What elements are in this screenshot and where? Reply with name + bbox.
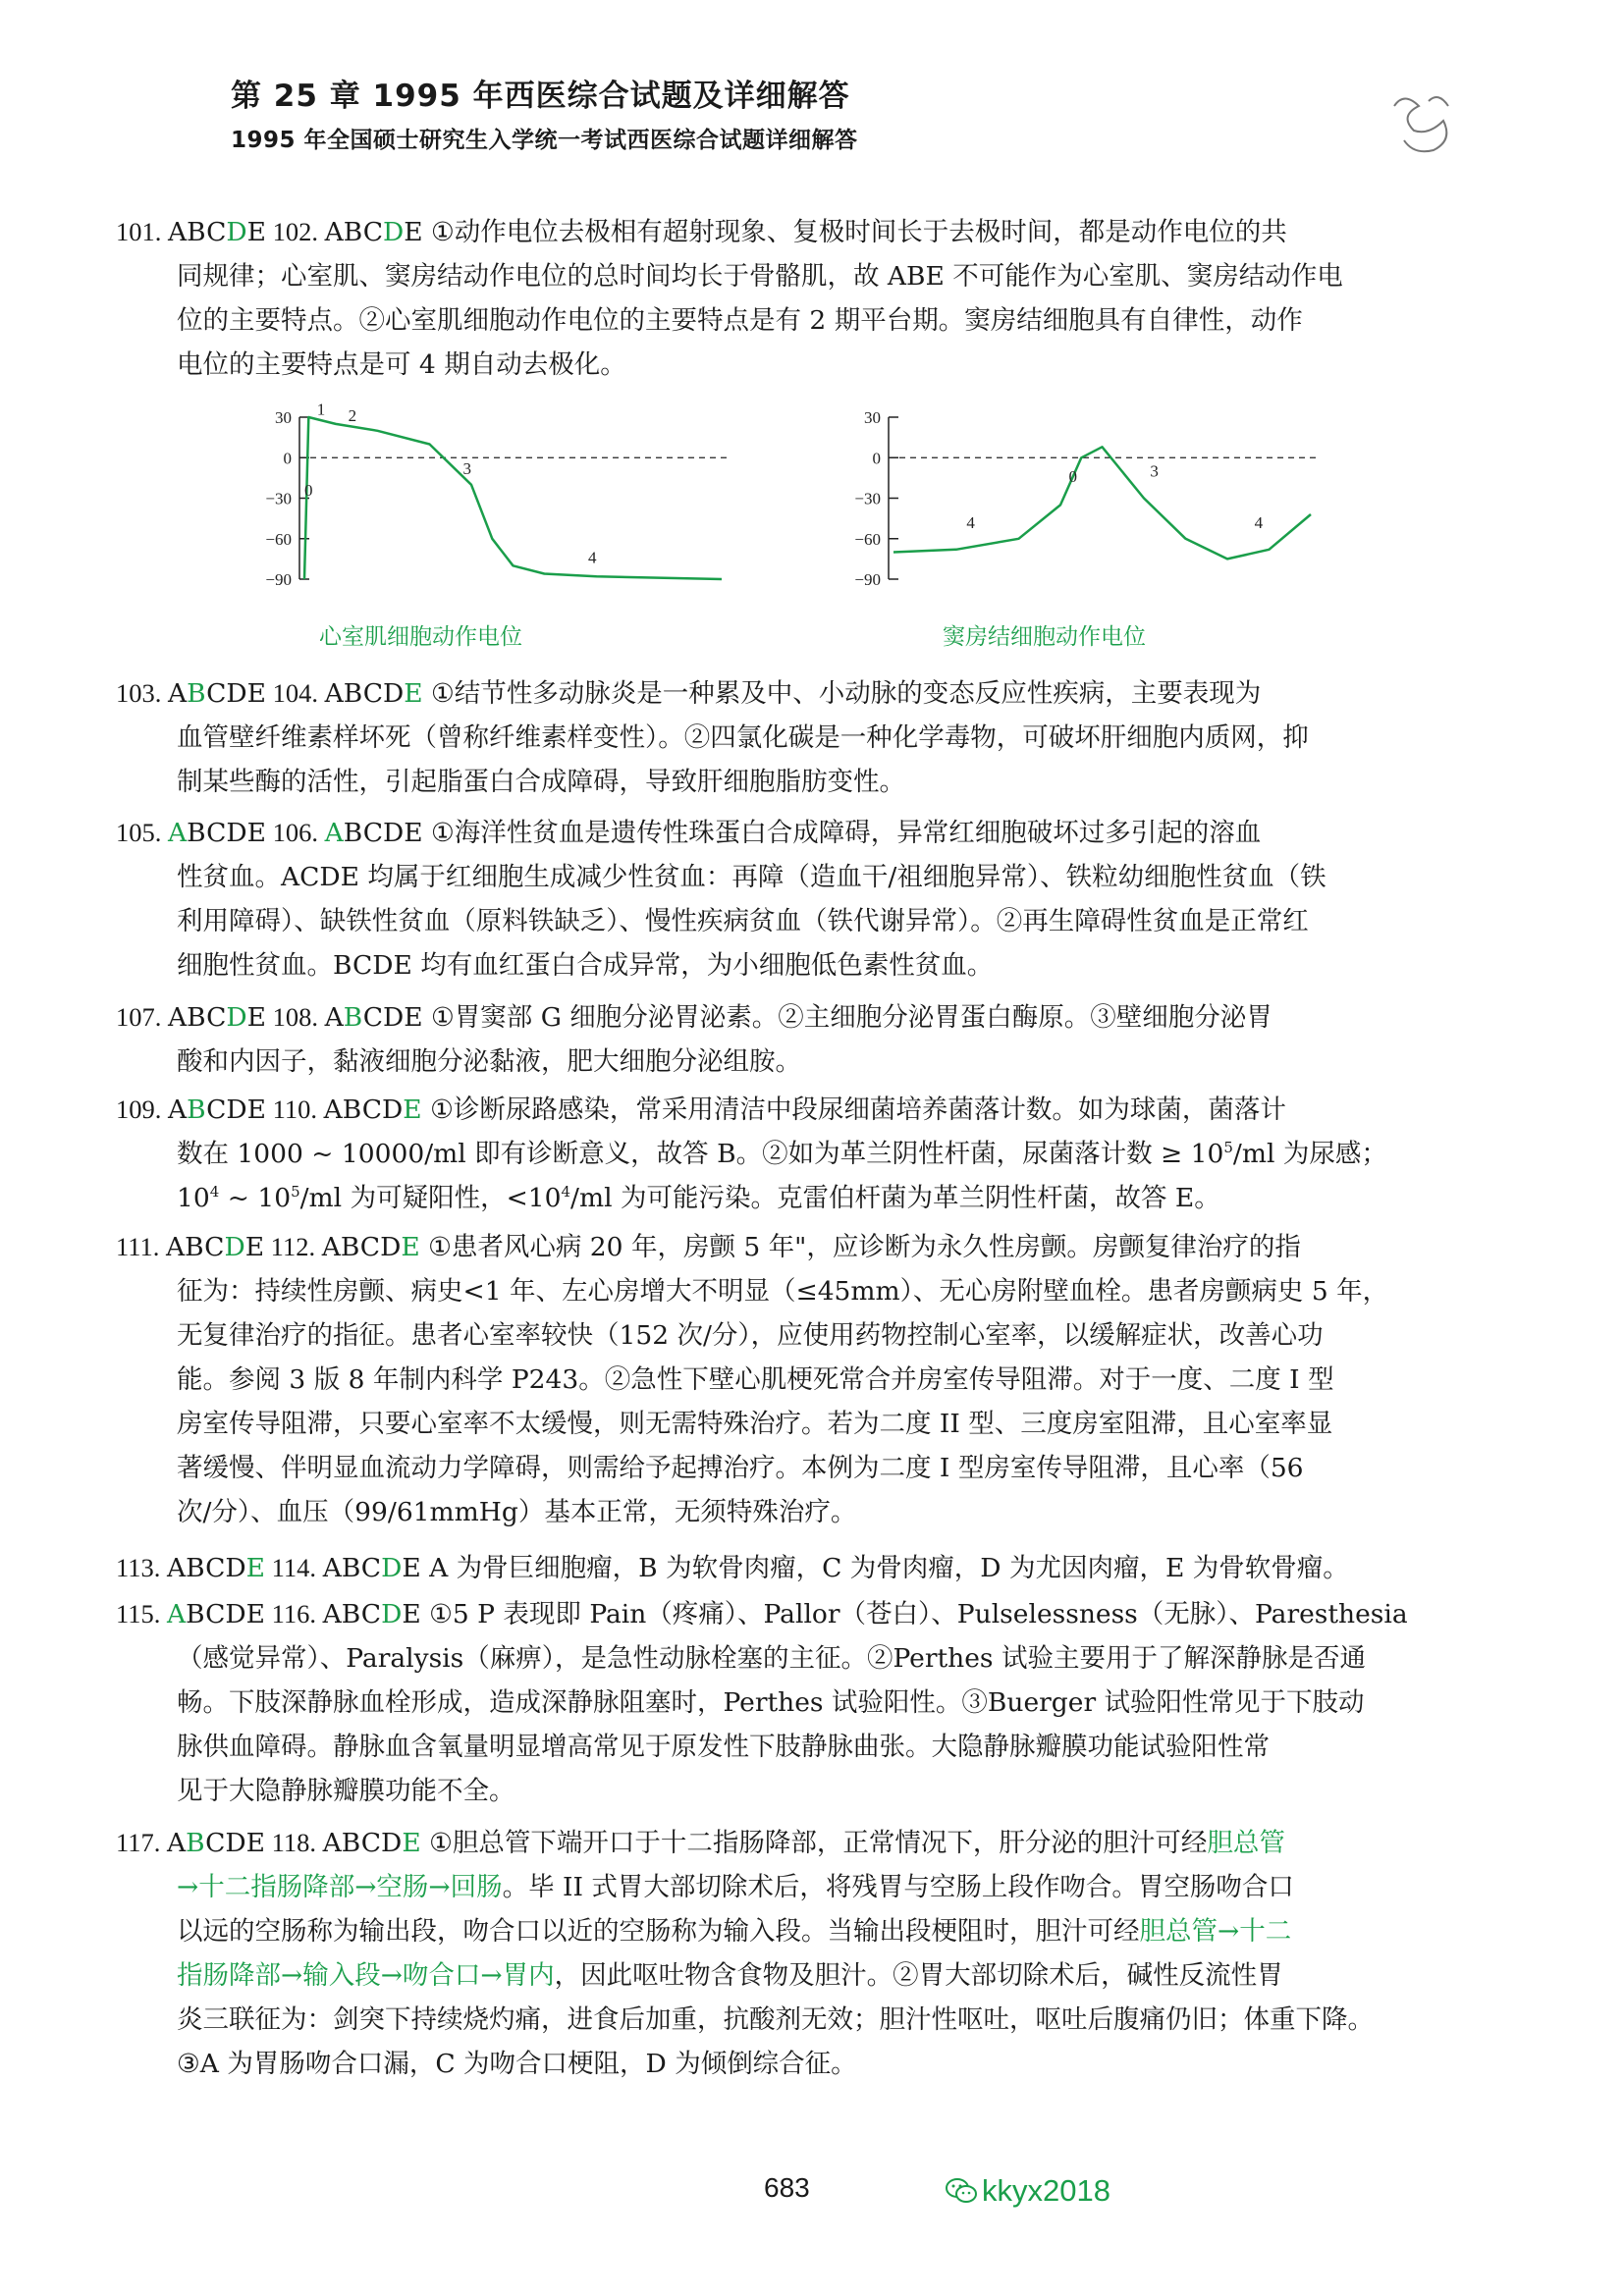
y-tick-label: 30 xyxy=(864,408,881,427)
handwritten-scribble xyxy=(1375,86,1473,165)
watermark-text: kkyx2018 xyxy=(982,2173,1110,2208)
sinoatrial-ap-svg xyxy=(839,398,1330,604)
chapter-title: 第 25 章 1995 年西医综合试题及详细解答 xyxy=(231,79,850,114)
sinoatrial-ap-chart xyxy=(839,398,1330,608)
phase-label: 3 xyxy=(1150,461,1159,481)
answer-113-114: 113. ABCDE 114. ABCDE A 为骨巨细胞瘤，B 为软骨肉瘤，C 为骨肉瘤，D 为尤因肉瘤，E 为骨软骨瘤。 xyxy=(116,1553,1349,1583)
answer-115-116: 115. ABCDE 116. ABCDE ①5 P 表现即 Pain（疼痛）、Pallor（苍白）、Pulselessness（无脉）、Paresthesia （感觉异常）、Paralysis（麻痹），是急性动脉栓塞的主征。②Perthes 试验主要用于了解深静脉是否通 畅。下肢深静脉血栓形成，造成深静脉阻塞时，Perthes 试验阳性。③Buerger 试验阳性常见于下肢动 脉供血障碍。静脉血含氧量明显增高常见于原发性下肢静脉曲张。大隐静脉瓣膜功能试验阳性常 见于大隐静脉瓣膜功能不全。 xyxy=(116,1599,1408,1806)
phase-label: 0 xyxy=(304,480,313,500)
action-potential-line xyxy=(893,447,1311,559)
phase-label: 3 xyxy=(462,458,471,478)
answer-103-104: 103. ABCDE 104. ABCDE ①结节性多动脉炎是一种累及中、小动脉的变态反应性疾病，主要表现为 血管壁纤维素样坏死（曾称纤维素样变性）。②四氯化碳是一种化学毒物，可破坏肝细胞内质网，抑 制某些酶的活性，引起脂蛋白合成障碍，导致肝细胞脂肪变性。 xyxy=(116,678,1309,797)
action-potential-line xyxy=(304,417,722,579)
y-tick-label: 0 xyxy=(872,449,881,468)
phase-label: 1 xyxy=(316,400,326,419)
phase-label: 0 xyxy=(1068,467,1077,486)
chapter-subtitle: 1995 年全国硕士研究生入学统一考试西医综合试题详细解答 xyxy=(231,128,858,153)
watermark xyxy=(945,2173,1110,2209)
y-tick-label: −30 xyxy=(265,489,292,508)
y-tick-label: −90 xyxy=(265,570,292,589)
y-tick-label: −30 xyxy=(854,489,881,508)
sinoatrial-ap-caption: 窦房结细胞动作电位 xyxy=(943,624,1146,650)
ventricular-ap-svg xyxy=(250,398,741,604)
phase-label: 4 xyxy=(588,548,597,567)
answer-111-112: 111. ABCDE 112. ABCDE ①患者风心病 20 年，房颤 5 年"，应诊断为永久性房颤。房颤复律治疗的指 征为：持续性房颤、病史<1 年、左心房增大不明显（≤45mm）、无心房附壁血栓。患者房颤病史 5 年， 无复律治疗的指征。患者心室率较快（152 次/分），应使用药物控制心室率，以缓解症状，改善心功 能。参阅 3 版 8 年制内科学 P243。②急性下壁心肌梗死常合并房室传导阻滞。对于一度、二度 I 型 房室传导阻滞，只要心室率不太缓慢，则无需特殊治疗。若为二度 II 型、三度房室阻滞，且心室率显 著缓慢、伴明显血流动力学障碍，则需给予起搏治疗。本例为二度 I 型房室传导阻滞，且心率（56 次/分）、血压（99/61mmHg）基本正常，无须特殊治疗。 xyxy=(116,1232,1389,1527)
ventricular-ap-caption: 心室肌细胞动作电位 xyxy=(319,624,522,650)
answer-105-106: 105. ABCDE 106. ABCDE ①海洋性贫血是遗传性珠蛋白合成障碍，异常红细胞破坏过多引起的溶血 性贫血。ACDE 均属于红细胞生成减少性贫血：再障（造血干/祖细胞异常）、铁粒幼细胞性贫血（铁 利用障碍）、缺铁性贫血（原料铁缺乏）、慢性疾病贫血（铁代谢异常）。②再生障碍性贫血是正常红 细胞性贫血。BCDE 均有血红蛋白合成异常，为小细胞低色素性贫血。 xyxy=(116,818,1326,981)
ventricular-ap-chart xyxy=(250,398,741,608)
answer-107-108: 107. ABCDE 108. ABCDE ①胃窦部 G 细胞分泌胃泌素。②主细胞分泌胃蛋白酶原。③壁细胞分泌胃 酸和内因子，黏液细胞分泌黏液，肥大细胞分泌组胺。 xyxy=(116,1002,1272,1077)
y-tick-label: −60 xyxy=(854,529,881,549)
phase-label: 4 xyxy=(1254,512,1264,532)
y-tick-label: −90 xyxy=(854,570,881,589)
answer-117-118: 117. ABCDE 118. ABCDE ①胆总管下端开口于十二指肠降部，正常情况下，肝分泌的胆汁可经胆总管 →十二指肠降部→空肠→回肠。毕 II 式胃大部切除术后，将残胃与空肠上段作吻合。胃空肠吻合口 以远的空肠称为输出段，吻合口以近的空肠称为输入段。当输出段梗阻时，胆汁可经胆总管→十二 指肠降部→输入段→吻合口→胃内，因此呕吐物含食物及胆汁。②胃大部切除术后，碱性反流性胃 炎三联征为：剑突下持续烧灼痛，进食后加重，抗酸剂无效；胆汁性呕吐，呕吐后腹痛仍旧；体重下降。 ③A 为胃肠吻合口漏，C 为吻合口梗阻，D 为倾倒综合征。 xyxy=(116,1828,1374,2079)
y-tick-label: −60 xyxy=(265,529,292,549)
answer-101-102: 101. ABCDE 102. ABCDE ①动作电位去极相有超射现象、复极时间长于去极时间，都是动作电位的共 同规律；心室肌、窦房结动作电位的总时间均长于骨骼肌，故 ABE 不可能作为心室肌、窦房结动作电 位的主要特点。②心室肌细胞动作电位的主要特点是有 2 期平台期。窦房结细胞具有自律性，动作 电位的主要特点是可 4 期自动去极化。 xyxy=(116,217,1343,380)
wechat-icon xyxy=(945,2176,978,2206)
y-tick-label: 0 xyxy=(283,449,292,468)
y-tick-label: 30 xyxy=(275,408,292,427)
answer-109-110: 109. ABCDE 110. ABCDE ①诊断尿路感染，常采用清洁中段尿细菌培养菌落计数。如为球菌，菌落计 数在 1000 ~ 10000/ml 即有诊断意义，故答 B。②如为革兰阴性杆菌，尿菌落计数 ≥ $10^5/ml$ 为尿感； $10^4$ ~ $10^5/ml$ 为可疑阳性，$<10^4/ml$ 为可能污染。克雷伯杆菌为革兰阴性杆菌，故答 E。 xyxy=(116,1095,1387,1213)
phase-label: 4 xyxy=(966,512,975,532)
page-number: 683 xyxy=(764,2172,810,2203)
phase-label: 2 xyxy=(348,406,357,426)
